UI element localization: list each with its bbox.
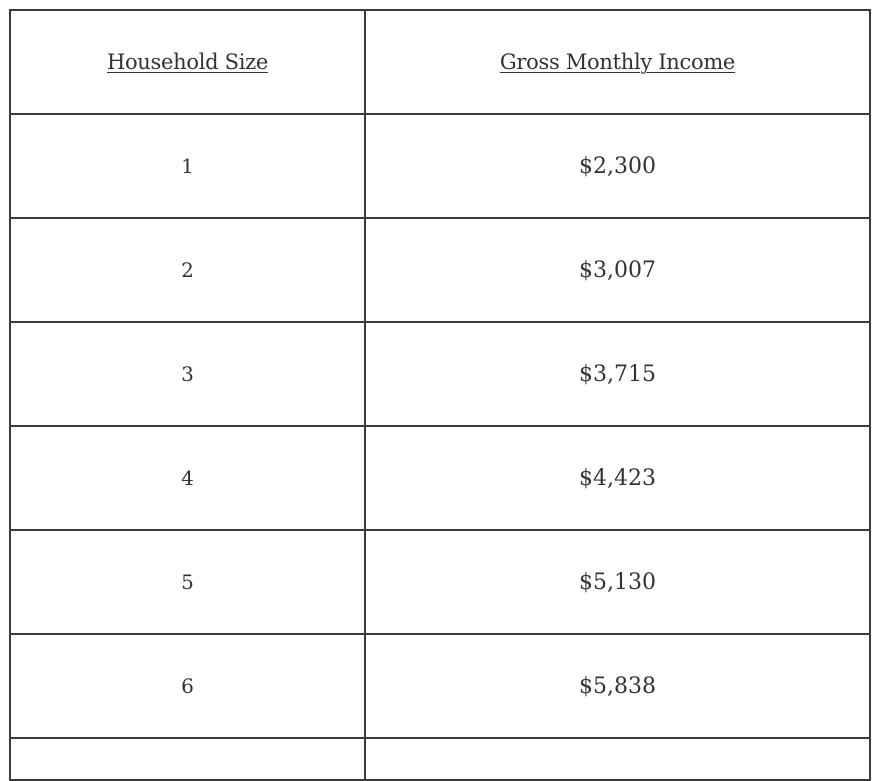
table-row [10, 634, 870, 738]
income-cell: $5,130 [365, 530, 870, 634]
household-size-cell: 3 [10, 322, 365, 426]
income-cell: $4,423 [365, 426, 870, 530]
table-row [10, 530, 870, 634]
household-size-cell: 4 [10, 426, 365, 530]
table-row [10, 322, 870, 426]
income-cell: $3,007 [365, 218, 870, 322]
empty-cell [10, 738, 365, 780]
empty-cell [365, 738, 870, 780]
income-table [9, 9, 871, 781]
table-row [10, 218, 870, 322]
header-row [10, 10, 870, 114]
income-cell: $2,300 [365, 114, 870, 218]
table-row [10, 114, 870, 218]
header-household-size-label: Household Size [106, 50, 269, 74]
header-gross-monthly-income [365, 10, 870, 114]
household-size-cell: 5 [10, 530, 365, 634]
income-cell: $3,715 [365, 322, 870, 426]
table-row [10, 426, 870, 530]
household-size-cell: 2 [10, 218, 365, 322]
household-size-cell: 6 [10, 634, 365, 738]
header-household-size [10, 10, 365, 114]
table-row-partial [10, 738, 870, 780]
income-cell: $5,838 [365, 634, 870, 738]
household-size-cell: 1 [10, 114, 365, 218]
header-gross-monthly-income-label: Gross Monthly Income [499, 50, 736, 74]
